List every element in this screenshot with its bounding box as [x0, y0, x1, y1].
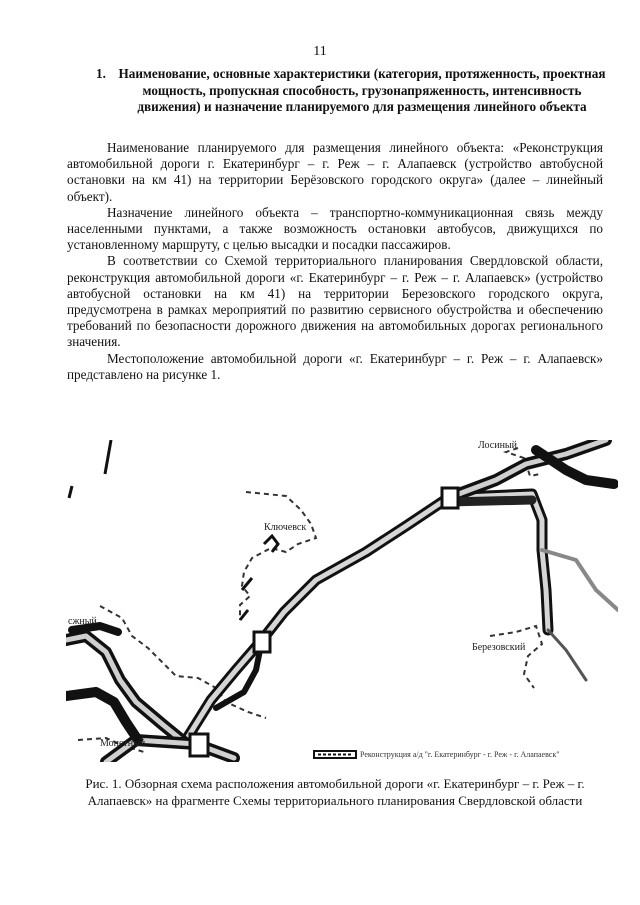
- label-left-edge: сжный: [68, 616, 97, 627]
- figure-caption: Рис. 1. Обзорная схема расположения автомобильной дороги «г. Екатеринбург – г. Реж – г. Алапаевск» на фрагменте Схемы территориального планирования Свердловской области: [85, 776, 585, 808]
- map-legend: [314, 750, 560, 759]
- section-heading: [96, 66, 606, 116]
- interchange-marker-1: [442, 488, 458, 508]
- interchange-marker-3: [190, 734, 208, 756]
- mark-top-left-2: [69, 486, 72, 498]
- paragraph-location: Местоположение автомобильной дороги «г. Екатеринбург – г. Реж – г. Алапаевск» представлено на рисунке 1.: [67, 350, 603, 382]
- legend-text: Реконструкция а/д "г. Екатеринбург - г. Реж - г. Алапаевск": [360, 750, 560, 759]
- label-losiny: Лосиный: [478, 440, 517, 451]
- section-number: 1.: [96, 66, 106, 81]
- label-berezovsky: Березовский: [472, 642, 526, 653]
- mark-top-left-1: [105, 440, 111, 474]
- paragraph-purpose: Назначение линейного объекта – транспортно-коммуникационная связь между населенными пунктами, а также возможность остановки автобусов, движущихся по установленному маршруту, с целью высадки и посадки пассажиров.: [67, 204, 603, 253]
- mark-cluster-2: [242, 578, 252, 590]
- road-berez-side: [548, 630, 586, 680]
- road-dark-segment: [448, 500, 532, 502]
- road-right-side: [542, 550, 618, 610]
- label-monetny: Монетный: [100, 738, 146, 749]
- road-main-core: [186, 494, 548, 740]
- page-number: 11: [313, 44, 327, 59]
- label-klyuchevsk: Ключевск: [264, 522, 307, 533]
- paragraph-name: Наименование планируемого для размещения линейного объекта: «Реконструкция автомобильной дороги г. Екатеринбург – г. Реж – г. Алапаевск (устройство автобусной остановки на км 41) на территории Берёзовского городского округа» (далее – линейный объект).: [67, 140, 603, 204]
- overview-map: [66, 440, 618, 762]
- boundary-klyuchevsk: [240, 492, 316, 620]
- interchange-marker-2: [254, 632, 270, 652]
- road-main-outline: [186, 494, 548, 740]
- interchange-markers: [190, 488, 458, 756]
- paragraph-scheme: В соответствии со Схемой территориального планирования Свердловской области, реконструкция автомобильной дороги «г. Екатеринбург – г. Реж – г. Алапаевск» (устройство автобусной остановки на км 41) на территории Березовского городского округа, предусмотрена в рамках мероприятий по развитию сервисного обустройства и обеспечению требований по безопасности дорожного движения на автомобильных дорогах регионального значения.: [67, 253, 603, 350]
- section-title: Наименование, основные характеристики (категория, протяженность, проектная мощность, пропускная способность, грузонапряженность, интенсивность движения) и назначение планируемого для размещения линейного объекта: [118, 66, 606, 114]
- mark-cluster-3: [240, 610, 248, 620]
- body-text: [67, 140, 603, 383]
- boundary-berezovsky: [490, 626, 542, 688]
